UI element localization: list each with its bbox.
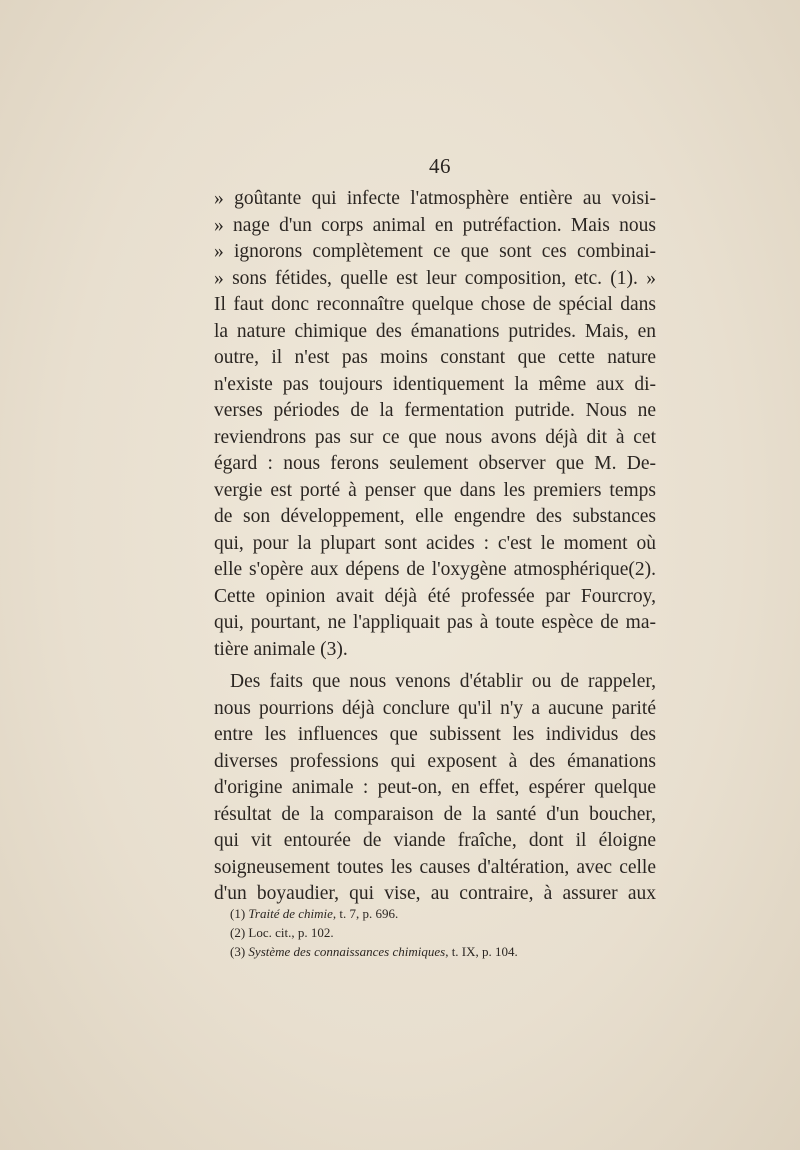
text-line: vergie est porté à penser que dans les premiers temps (214, 479, 656, 501)
text-line: d'origine animale : peut-on, en effet, espérer quelque (214, 777, 656, 798)
footnote-ref: , t. IX, p. 104. (445, 944, 518, 959)
text-line: qui, pour la plupart sont acides : c'est le moment où (214, 532, 656, 554)
text-line: verses périodes de la fermentation putride. Nous ne (214, 400, 656, 421)
footnotes (230, 904, 650, 961)
text-line: Des faits que nous venons d'établir ou de rappeler, (230, 671, 656, 692)
footnote-ref: Loc. cit., p. 102. (248, 925, 334, 940)
footnote-ref: , t. 7, p. 696. (332, 906, 399, 921)
text-line: Cette opinion avait déjà été professée par Fourcroy, (214, 585, 656, 607)
text-line: reviendrons pas sur ce que nous avons déjà dit à cet (214, 426, 656, 448)
text-line: nous pourrions déjà conclure qu'il n'y a aucune parité (214, 697, 656, 719)
text-line: » ignorons complètement ce que sont ces combinai- (214, 241, 656, 262)
footnote-mark: (1) (230, 906, 246, 921)
text-line: n'existe pas toujours identiquement la même aux di- (214, 373, 656, 395)
text-line: résultat de la comparaison de la santé d'un boucher, (214, 803, 656, 825)
body-text (214, 186, 656, 908)
page-number: 46 (429, 154, 451, 178)
text-line: qui, pourtant, ne l'appliquait pas à toute espèce de ma- (214, 612, 656, 633)
text-line: diverses professions qui exposent à des émanations (214, 750, 656, 772)
text-line: outre, il n'est pas moins constant que cette nature (214, 347, 656, 368)
footnote-title: Traité de chimie (248, 906, 333, 921)
footnote-mark: (3) (230, 944, 246, 959)
footnote (230, 923, 650, 942)
footnote (230, 942, 650, 961)
text-line: tière animale (3). (214, 638, 348, 660)
text-line: qui vit entourée de viande fraîche, dont il éloigne (214, 830, 656, 851)
text-line: égard : nous ferons seulement observer que M. De- (214, 453, 656, 474)
text-line: » sons fétides, quelle est leur composition, etc. (1). » (214, 267, 656, 289)
footnote (230, 904, 650, 923)
footnote-mark: (2) (230, 925, 246, 940)
text-line: elle s'opère aux dépens de l'oxygène atmosphérique(2). (214, 559, 656, 580)
text-line: Il faut donc reconnaître quelque chose de spécial dans (214, 294, 656, 315)
text-line: soigneusement toutes les causes d'altération, avec celle (214, 856, 656, 878)
text-line: d'un boyaudier, qui vise, au contraire, à assurer aux (214, 883, 656, 904)
text-line: la nature chimique des émanations putrides. Mais, en (214, 320, 656, 342)
text-line: de son développement, elle engendre des substances (214, 506, 656, 527)
text-line: » goûtante qui infecte l'atmosphère entière au voisi- (214, 188, 656, 209)
text-line: entre les influences que subissent les individus des (214, 724, 656, 745)
text-line: » nage d'un corps animal en putréfaction. Mais nous (214, 214, 656, 236)
footnote-title: Système des connaissances chimiques (248, 944, 446, 959)
